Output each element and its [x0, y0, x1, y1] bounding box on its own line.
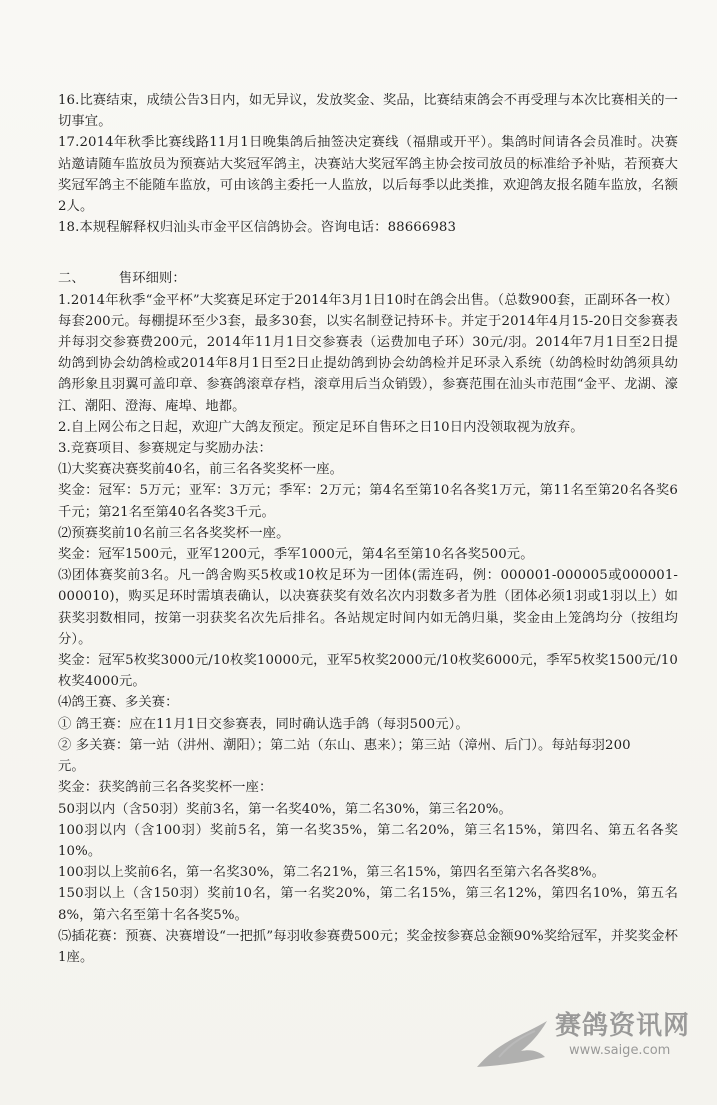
- section-title: 售环细则：: [118, 271, 186, 287]
- rule-17: 17.2014年秋季比赛线路11月1日晚集鸽后抽签决定赛线（福鼎或开平）。集鸽时间请各会员准时。决赛站邀请随车监放员为预赛站大奖冠军鸽主，决赛站大奖冠军鸽主协会按司放员的标准给予补贴，若预赛大奖冠军鸽主不能随车监放，可由该鸽主委托一人监放，以后每季以此类推，欢迎鸽友报名随车监放，名额2人。: [58, 135, 678, 215]
- detail-paragraph: ⑶团体赛奖前3名。凡一鸽舍购买5枚或10枚足环为一团体(需连码，例：000001-000005或000001-000010)，购买足环时需填表确认，以决赛获奖有效名次内羽数多者为胜（团体必须1羽或1羽以上）如获奖羽数相同，按第一羽获奖名次先后排名。各站规定时间内如无鸽归巢，奖金由上笼鸽均分（按组均分）。: [58, 568, 678, 647]
- detail-paragraph: 150羽以上（含150羽）奖前10名，第一名奖20%，第二名15%，第三名12%，第四名10%，第五名8%，第六名至第十名各奖5%。: [58, 886, 678, 923]
- detail-paragraph: ⑷鸽王赛、多关赛：: [58, 695, 179, 711]
- details-list: [58, 290, 678, 969]
- detail-paragraph: ⑸插花赛：预赛、决赛增设“一把抓”每羽收参赛费500元；奖金按参赛总金额90%奖给冠军，并奖奖金杯1座。: [58, 928, 678, 965]
- detail-paragraph: 1.2014年秋季“金平杯”大奖赛足环定于2014年3月1日10时在鸽会出售。（总数900套，正副环各一枚）每套200元。每棚提环至少3套，最多30套，以实名制登记持环卡。并定于2014年4月15-20日交参赛表并每羽交参赛费200元，2014年11月1日交参赛表（运费加电子环）30元/羽。2014年7月1日至2日提幼鸽到协会幼鸽检或2014年8月1日至2日止提幼鸽到协会幼鸽检并足环录入系统（幼鸽检时幼鸽须具幼鸽形象且羽翼可盖印章、参赛鸽滚章存档，滚章用后当众销毁），参赛范围在汕头市范围“金平、龙湖、濠江、潮阳、澄海、庵埠、地都。: [58, 292, 678, 414]
- document-body: [58, 90, 678, 968]
- rule-18: 18.本规程解释权归汕头市金平区信鸽协会。咨询电话：88666983: [58, 220, 457, 236]
- detail-paragraph: 100羽以内（含100羽）奖前5名，第一名奖35%，第二名20%，第三名15%，第四名、第五名各奖10%。: [58, 822, 678, 859]
- detail-paragraph: 50羽以内（含50羽）奖前3名，第一名奖40%，第二名30%，第三名20%。: [58, 801, 512, 817]
- section-heading: [58, 268, 678, 289]
- detail-paragraph: ⑴大奖赛决赛奖前40名，前三名各奖奖杯一座。: [58, 462, 344, 478]
- detail-paragraph: 元。: [58, 759, 85, 775]
- rule-16: 16.比赛结束，成绩公告3日内，如无异议，发放奖金、奖品，比赛结束鸽会不再受理与本次比赛相关的一切事宜。: [58, 93, 678, 130]
- detail-paragraph: 奖金：冠军5枚奖3000元/10枚奖10000元，亚军5枚奖2000元/10枚奖6000元，季军5枚奖1500元/10枚奖4000元。: [58, 653, 678, 690]
- detail-paragraph: ② 多关赛：第一站（汫州、潮阳）；第二站（东山、惠来）；第三站（漳州、后门）。每站每羽200: [58, 737, 631, 753]
- watermark: [469, 1001, 699, 1081]
- pigeon-logo-icon: [469, 1001, 559, 1079]
- detail-paragraph: 3.竞赛项目、参赛规定与奖励办法：: [58, 441, 272, 457]
- detail-paragraph: 2.自上网公布之日起，欢迎广大鸽友预定。预定足环自售环之日10日内没领取视为放弃。: [58, 419, 584, 435]
- watermark-name: 赛鸽资讯网: [555, 1011, 691, 1041]
- detail-paragraph: ⑵预赛奖前10名前三名各奖奖杯一座。: [58, 525, 290, 541]
- detail-paragraph: 100羽以上奖前6名，第一名奖30%，第二名21%，第三名15%，第四名至第六名各奖8%。: [58, 865, 606, 881]
- watermark-url: www.saige.com: [569, 1043, 671, 1058]
- section-number: 二、: [58, 271, 85, 287]
- detail-paragraph: 奖金：获奖鸽前三名各奖奖杯一座：: [58, 780, 273, 796]
- detail-paragraph: ① 鸽王赛：应在11月1日交参赛表，同时确认选手鸽（每羽500元）。: [58, 716, 469, 732]
- detail-paragraph: 奖金：冠军：5万元；亚军：3万元；季军：2万元；第4名至第10名各奖1万元，第11名至第20名各奖6千元；第21名至第40名各奖3千元。: [58, 483, 678, 520]
- detail-paragraph: 奖金：冠军1500元，亚军1200元，季军1000元，第4名至第10名各奖500元。: [58, 547, 534, 563]
